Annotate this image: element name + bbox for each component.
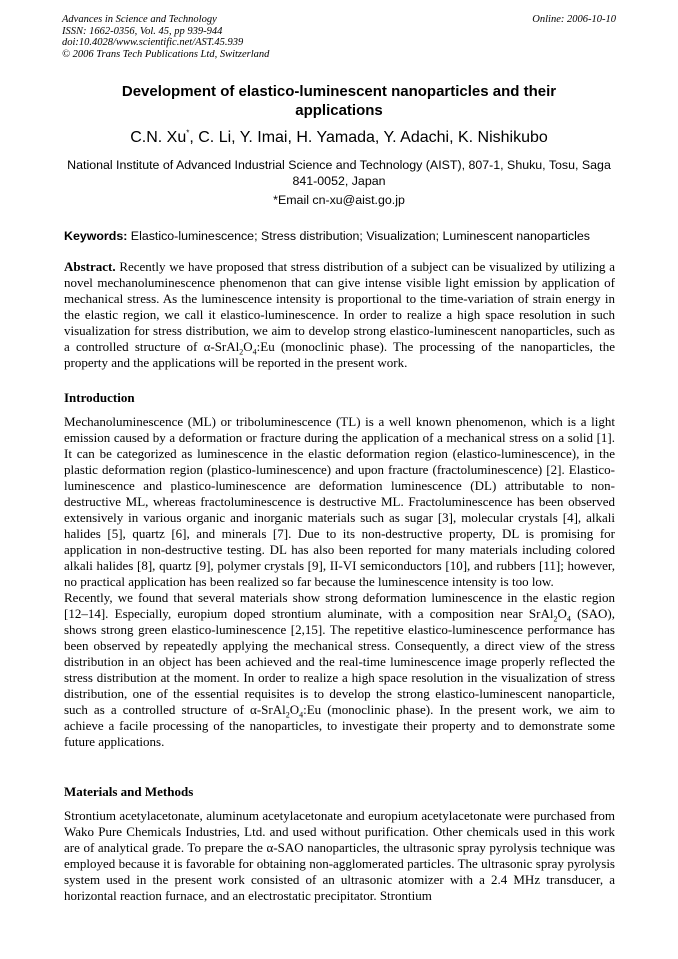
corresponding-star: * bbox=[186, 128, 190, 138]
section-heading-introduction: Introduction bbox=[64, 390, 135, 405]
keywords-label: Keywords: bbox=[64, 229, 128, 243]
abstract-paragraph bbox=[64, 259, 615, 371]
intro-paragraph-2 bbox=[64, 590, 615, 750]
intro-p2-sub-4: 4 bbox=[299, 710, 304, 720]
keywords-text: Elastico-luminescence; Stress distribution; Visualization; Luminescent nanoparticles bbox=[127, 229, 590, 243]
contact-email: *Email cn-xu@aist.go.jp bbox=[273, 193, 405, 207]
first-author: C.N. Xu bbox=[130, 129, 187, 146]
abstract-label: Abstract. bbox=[64, 259, 116, 274]
other-authors: , C. Li, Y. Imai, H. Yamada, Y. Adachi, K. Nishikubo bbox=[189, 129, 548, 146]
abstract bbox=[64, 259, 615, 371]
online-date: Online: 2006-10-10 bbox=[532, 14, 616, 25]
abstract-text-1: Recently we have proposed that stress distribution of a subject can be visualized by utilizing a novel mechanoluminescence phenomenon that can give intense visible light emission by application of mechanical stress. As the luminescence intensity is proportional to the time-variation of strain energy in the elastic region, we call it elastico-luminescence. In order to realize a high space resolution in such visualization for stress distribution, we aim to develop strong elastico-luminescent nanoparticles, such as a controlled structure of α-SrAl bbox=[64, 259, 615, 354]
journal-header bbox=[62, 14, 616, 60]
materials-methods-body bbox=[64, 808, 615, 904]
intro-p2-text-e: :Eu (monoclinic phase). In the present work, we aim to achieve a facile processing of the nanoparticles, to investigate their property and to demonstrate some future applications. bbox=[64, 702, 615, 749]
intro-p2-text-c: (SAO), shows strong green elastico-luminescence [2,15]. The repetitive elastico-luminescence performance has been observed by repeatedly applying the mechanical stress. Consequently, a direct view of the stress distribution in an object has been achieved and the real-time luminescence image properly reflected the stress distribution at the moment. In order to realize a high space resolution in the visualization of stress distribution, one of the essential requisites is to develop the strong elastico-luminescent nanoparticle, such as a controlled structure of α-SrAl bbox=[64, 606, 616, 717]
abstract-sub-2: 4 bbox=[252, 347, 257, 357]
journal-name: Advances in Science and Technology bbox=[62, 14, 217, 25]
paper-title: Development of elastico-luminescent nanoparticles and their applications bbox=[121, 83, 557, 119]
author-list bbox=[40, 128, 638, 148]
intro-p2-text-a: Recently, we found that several materials show strong deformation luminescence in the elastic region [12–14]. Especially, europium doped strontium aluminate, with a composition near SrAl bbox=[64, 590, 615, 621]
abstract-text-2: O bbox=[243, 339, 253, 354]
keywords bbox=[64, 228, 616, 244]
issn-line: ISSN: 1662-0356, Vol. 45, pp 939-944 bbox=[62, 25, 223, 37]
abstract-sub-1: 2 bbox=[239, 347, 244, 357]
introduction-body bbox=[64, 414, 615, 750]
abstract-text-3: :Eu (monoclinic phase). The processing of the nanoparticles, the property and the applications will be reported in the present work. bbox=[64, 339, 615, 370]
intro-paragraph-1: Mechanoluminescence (ML) or triboluminescence (TL) is a well known phenomenon, which is a light emission caused by a deformation or fracture during the application of a mechanical stress on a solid [1]. It can be categorized as luminescence in the elastic deformation region (elastico-luminescence), in the plastic deformation region (plastico-luminescence) and upon fracture (fractoluminescence) [2]. Elastico-luminescence and plastico-luminescence are deformation luminescence (DL) attributable to non-destructive ML, whereas fractoluminescence is destructive ML. Fractoluminescence has been observed extensively in various organic and inorganic materials such as sugar [3], molecular crystals [4], alkali halides [5], quartz [6], and minerals [7]. Due to its non-destructive property, DL is promising for application in non-destructive testing. DL has also been reported for many materials including colored alkali halides [8], quartz [9], polymer crystals [9], II-VI semiconductors [10], and rubbers [11]; however, no practical application has been realized so far because the luminescence intensity is too low. bbox=[64, 414, 615, 589]
affiliation: National Institute of Advanced Industrial Science and Technology (AIST), 807-1, Shuku, Tosu, Saga 841-0052, Japan bbox=[67, 158, 611, 188]
copyright-line: © 2006 Trans Tech Publications Ltd, Switzerland bbox=[62, 48, 270, 60]
intro-p2-sub-1: 2 bbox=[553, 614, 558, 624]
section-heading-materials-methods: Materials and Methods bbox=[64, 784, 194, 799]
materials-paragraph-1: Strontium acetylacetonate, aluminum acetylacetonate and europium acetylacetonate were purchased from Wako Pure Chemicals Industries, Ltd. and used without purification. Other chemicals used in this work are of analytical grade. To prepare the α-SAO nanoparticles, the ultrasonic spray pyrolysis technique was employed because it is favorable for obtaining non-agglomerated particles. The ultrasonic spray pyrolysis system used in the present work consisted of an ultrasonic atomizer with a 2.4 MHz transducer, a horizontal reaction furnace, and an electrostatic precipitator. Strontium bbox=[64, 808, 615, 903]
intro-p2-text-d: O bbox=[289, 702, 300, 717]
doi-line: doi:10.4028/www.scientific.net/AST.45.939 bbox=[62, 37, 244, 48]
intro-p2-sub-2: 4 bbox=[566, 614, 571, 624]
intro-p2-sub-3: 2 bbox=[285, 710, 290, 720]
intro-p2-text-b: O bbox=[557, 606, 567, 621]
